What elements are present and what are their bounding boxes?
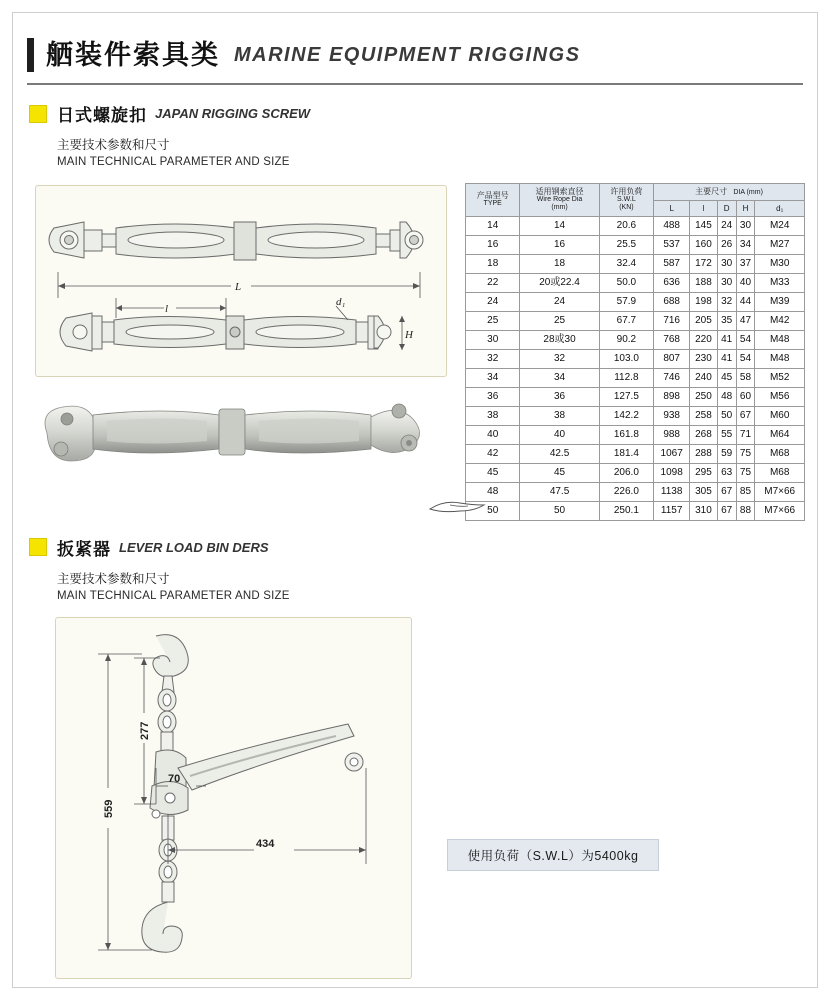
- cell-rope: 24: [520, 292, 599, 311]
- header-accent-bar: [27, 38, 34, 72]
- cell-type: 18: [466, 254, 520, 273]
- cell-swl: 127.5: [599, 387, 653, 406]
- cell-rope: 36: [520, 387, 599, 406]
- cell-D: 26: [717, 235, 736, 254]
- table-header-row-1: [466, 183, 805, 200]
- section1-subtitle: [57, 136, 817, 171]
- cell-D: 48: [717, 387, 736, 406]
- svg-text:H: H: [405, 328, 413, 341]
- cell-L: 537: [654, 235, 690, 254]
- cell-swl: 90.2: [599, 330, 653, 349]
- cell-swl: 161.8: [599, 425, 653, 444]
- cell-type: 34: [466, 368, 520, 387]
- cell-l: 268: [690, 425, 717, 444]
- col-l: l: [690, 200, 717, 216]
- table-row: [466, 463, 805, 482]
- col-dia-en: DIA (mm): [733, 188, 763, 196]
- table-row: [466, 444, 805, 463]
- cell-swl: 250.1: [599, 501, 653, 520]
- section-heading-rigging-screw: [29, 101, 817, 126]
- col-dia-cn: 主要尺寸: [695, 186, 728, 196]
- cell-rope: 34: [520, 368, 599, 387]
- cell-rope: 16: [520, 235, 599, 254]
- cell-type: 45: [466, 463, 520, 482]
- cell-D: 30: [717, 273, 736, 292]
- section1-body: [13, 179, 817, 519]
- cell-d1: M48: [755, 330, 805, 349]
- cell-rope: 45: [520, 463, 599, 482]
- cell-l: 258: [690, 406, 717, 425]
- cell-d1: M39: [755, 292, 805, 311]
- bullet-square-icon-2: [29, 538, 47, 556]
- cell-L: 688: [654, 292, 690, 311]
- cell-L: 716: [654, 311, 690, 330]
- page-header: [27, 27, 803, 85]
- cell-H: 30: [736, 216, 755, 235]
- cell-d1: M68: [755, 463, 805, 482]
- page-border: [12, 12, 818, 988]
- cell-l: 288: [690, 444, 717, 463]
- cell-d1: M60: [755, 406, 805, 425]
- table-row: [466, 501, 805, 520]
- cell-type: 14: [466, 216, 520, 235]
- cell-H: 75: [736, 444, 755, 463]
- section2-subtitle: [57, 570, 817, 605]
- col-type-cn: 产品型号: [476, 191, 509, 201]
- cell-H: 40: [736, 273, 755, 292]
- table-row: [466, 368, 805, 387]
- table-row: [466, 292, 805, 311]
- cell-d1: M64: [755, 425, 805, 444]
- table-row: [466, 273, 805, 292]
- cell-type: 22: [466, 273, 520, 292]
- cell-rope: 14: [520, 216, 599, 235]
- rigging-screw-spec-table-wrap: [465, 183, 805, 521]
- cell-H: 67: [736, 406, 755, 425]
- col-rope-unit: (mm): [551, 204, 568, 212]
- section1-subtitle-cn: 主要技术参数和尺寸: [57, 138, 170, 152]
- cell-d1: M42: [755, 311, 805, 330]
- cell-D: 50: [717, 406, 736, 425]
- cell-D: 32: [717, 292, 736, 311]
- cell-D: 55: [717, 425, 736, 444]
- col-d1: d₁: [755, 200, 805, 216]
- cell-D: 67: [717, 482, 736, 501]
- cell-d1: M56: [755, 387, 805, 406]
- cell-l: 240: [690, 368, 717, 387]
- col-dia-group: [654, 183, 805, 200]
- cell-l: 310: [690, 501, 717, 520]
- cell-type: 32: [466, 349, 520, 368]
- cell-type: 24: [466, 292, 520, 311]
- cell-l: 172: [690, 254, 717, 273]
- cell-type: 16: [466, 235, 520, 254]
- rigging-screw-photo: [37, 381, 449, 491]
- section1-title-cn: 日式螺旋扣: [57, 106, 147, 125]
- cell-H: 54: [736, 330, 755, 349]
- cell-swl: 226.0: [599, 482, 653, 501]
- cell-type: 48: [466, 482, 520, 501]
- cell-L: 746: [654, 368, 690, 387]
- cell-D: 45: [717, 368, 736, 387]
- dim-434: 434: [256, 837, 275, 850]
- dim-70: 70: [168, 772, 181, 785]
- cell-L: 988: [654, 425, 690, 444]
- cell-type: 38: [466, 406, 520, 425]
- cell-rope: 25: [520, 311, 599, 330]
- cell-D: 41: [717, 349, 736, 368]
- table-row: [466, 254, 805, 273]
- cell-D: 59: [717, 444, 736, 463]
- cell-swl: 206.0: [599, 463, 653, 482]
- cell-H: 85: [736, 482, 755, 501]
- cell-type: 30: [466, 330, 520, 349]
- cell-H: 75: [736, 463, 755, 482]
- cell-type: 36: [466, 387, 520, 406]
- cell-d1: M30: [755, 254, 805, 273]
- cell-swl: 142.2: [599, 406, 653, 425]
- cell-swl: 50.0: [599, 273, 653, 292]
- lever-load-binder-drawing: [55, 617, 412, 979]
- cell-swl: 25.5: [599, 235, 653, 254]
- cell-L: 587: [654, 254, 690, 273]
- cell-rope: 42.5: [520, 444, 599, 463]
- cell-l: 305: [690, 482, 717, 501]
- bullet-square-icon: [29, 105, 47, 123]
- table-row: [466, 482, 805, 501]
- cell-l: 205: [690, 311, 717, 330]
- cell-d1: M7×66: [755, 501, 805, 520]
- col-swl-en: S.W.L: [617, 196, 636, 204]
- cell-swl: 112.8: [599, 368, 653, 387]
- col-rope-cn: 适用钢索直径: [535, 187, 584, 197]
- table-row: [466, 406, 805, 425]
- cell-H: 54: [736, 349, 755, 368]
- col-L: L: [654, 200, 690, 216]
- swl-note-text: 使用负荷（S.W.L）为5400kg: [467, 848, 639, 863]
- cell-D: 30: [717, 254, 736, 273]
- cell-d1: M48: [755, 349, 805, 368]
- cell-l: 198: [690, 292, 717, 311]
- cell-H: 58: [736, 368, 755, 387]
- section2-title-en: LEVER LOAD BIN DERS: [119, 539, 269, 555]
- svg-text:l: l: [165, 302, 169, 315]
- cell-D: 35: [717, 311, 736, 330]
- cell-H: 34: [736, 235, 755, 254]
- col-type-en: TYPE: [483, 200, 502, 208]
- page-title-cn: 舾装件索具类: [46, 39, 220, 70]
- cell-L: 898: [654, 387, 690, 406]
- cell-swl: 57.9: [599, 292, 653, 311]
- cell-L: 807: [654, 349, 690, 368]
- cell-rope: 40: [520, 425, 599, 444]
- col-swl: [599, 183, 653, 216]
- rigging-screw-drawing: [35, 185, 447, 377]
- col-rope-en: Wire Rope Dia: [536, 196, 583, 204]
- col-wire-rope-dia: [520, 183, 599, 216]
- cell-D: 63: [717, 463, 736, 482]
- col-swl-unit: (KN): [619, 204, 634, 212]
- section1-subtitle-en: MAIN TECHNICAL PARAMETER AND SIZE: [57, 156, 290, 169]
- cell-d1: M7×66: [755, 482, 805, 501]
- section2-subtitle-en: MAIN TECHNICAL PARAMETER AND SIZE: [57, 589, 290, 602]
- cell-l: 295: [690, 463, 717, 482]
- cell-d1: M68: [755, 444, 805, 463]
- cell-L: 636: [654, 273, 690, 292]
- cell-l: 230: [690, 349, 717, 368]
- section-heading-lever-load-binders: [29, 535, 817, 560]
- cell-rope: 47.5: [520, 482, 599, 501]
- cell-rope: 38: [520, 406, 599, 425]
- cell-d1: M24: [755, 216, 805, 235]
- col-D: D: [717, 200, 736, 216]
- cell-L: 938: [654, 406, 690, 425]
- cell-rope: 20或22.4: [520, 273, 599, 292]
- col-H: H: [736, 200, 755, 216]
- cell-swl: 103.0: [599, 349, 653, 368]
- spec-table-body: [466, 216, 805, 520]
- section2-title-cn: 扳紧器: [57, 539, 111, 559]
- cell-H: 44: [736, 292, 755, 311]
- cell-H: 88: [736, 501, 755, 520]
- table-row: [466, 216, 805, 235]
- dim-559: 559: [103, 799, 115, 818]
- cell-L: 1067: [654, 444, 690, 463]
- cell-d1: M27: [755, 235, 805, 254]
- cell-L: 488: [654, 216, 690, 235]
- page-title-en: MARINE EQUIPMENT RIGGINGS: [234, 43, 581, 66]
- cell-D: 24: [717, 216, 736, 235]
- table-row: [466, 387, 805, 406]
- cell-L: 768: [654, 330, 690, 349]
- cell-swl: 32.4: [599, 254, 653, 273]
- cell-D: 67: [717, 501, 736, 520]
- cell-d1: M33: [755, 273, 805, 292]
- cell-L: 1157: [654, 501, 690, 520]
- cell-rope: 28或30: [520, 330, 599, 349]
- col-swl-cn: 许用负荷: [610, 187, 643, 197]
- cell-H: 47: [736, 311, 755, 330]
- svg-text:d₁: d₁: [336, 295, 346, 308]
- cell-type: 25: [466, 311, 520, 330]
- cell-swl: 181.4: [599, 444, 653, 463]
- cell-type: 42: [466, 444, 520, 463]
- swl-note-box: [447, 839, 659, 871]
- cell-swl: 67.7: [599, 311, 653, 330]
- cell-d1: M52: [755, 368, 805, 387]
- cell-rope: 50: [520, 501, 599, 520]
- dim-277: 277: [139, 721, 151, 740]
- cell-l: 160: [690, 235, 717, 254]
- rigging-screw-spec-table: [465, 183, 805, 521]
- cell-rope: 32: [520, 349, 599, 368]
- section2-subtitle-cn: 主要技术参数和尺寸: [57, 571, 170, 586]
- section1-title-en: JAPAN RIGGING SCREW: [155, 106, 311, 121]
- cell-l: 188: [690, 273, 717, 292]
- cell-swl: 20.6: [599, 216, 653, 235]
- cell-D: 41: [717, 330, 736, 349]
- svg-text:L: L: [235, 280, 242, 293]
- cell-H: 60: [736, 387, 755, 406]
- cell-type: 50: [466, 501, 520, 520]
- table-row: [466, 330, 805, 349]
- table-row: [466, 235, 805, 254]
- cell-l: 220: [690, 330, 717, 349]
- table-row: [466, 311, 805, 330]
- cell-H: 71: [736, 425, 755, 444]
- table-row: [466, 349, 805, 368]
- cell-l: 250: [690, 387, 717, 406]
- cell-H: 37: [736, 254, 755, 273]
- col-type: [466, 183, 520, 216]
- cell-rope: 18: [520, 254, 599, 273]
- cell-type: 40: [466, 425, 520, 444]
- table-row: [466, 425, 805, 444]
- cell-L: 1138: [654, 482, 690, 501]
- cell-L: 1098: [654, 463, 690, 482]
- cell-l: 145: [690, 216, 717, 235]
